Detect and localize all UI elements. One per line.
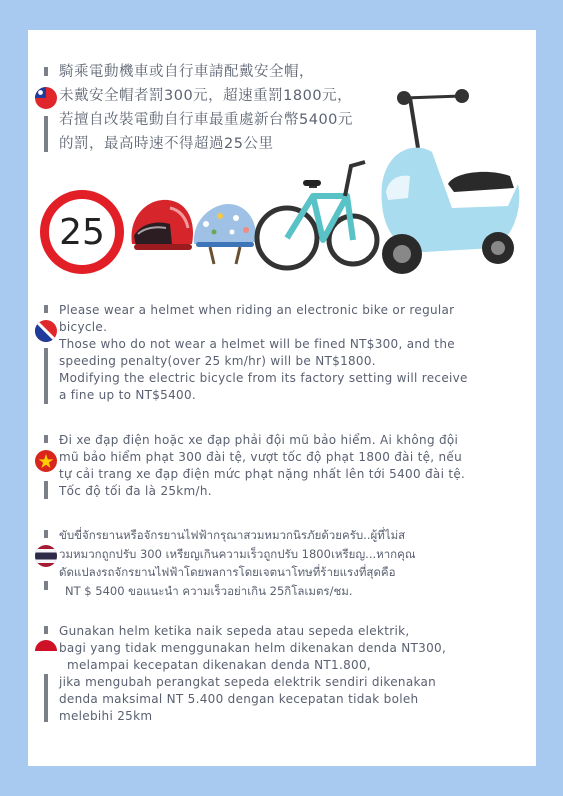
speed-limit-sign	[40, 190, 124, 274]
indonesia-flag-icon	[35, 640, 57, 662]
indonesian-notice	[59, 623, 446, 725]
notice-sheet	[28, 30, 536, 766]
thai-line: NT $ 5400 ขอแนะนำ ความเร็วอย่าเกิน 25กิโลเมตร/ชม.	[65, 583, 353, 598]
taiwan-flag-icon	[35, 87, 57, 109]
indonesian-line: melampai kecepatan dikenakan denda NT1.800,	[67, 658, 371, 672]
speed-limit-value: 25	[59, 211, 105, 253]
vietnamese-line: Đi xe đạp điện hoặc xe đạp phải đội mũ bảo hiểm. Ai không đội	[59, 433, 459, 447]
section-bar	[44, 348, 48, 404]
section-bar	[44, 674, 48, 722]
blue-helmet-icon	[190, 202, 260, 268]
vietnamese-line: mũ bảo hiểm phạt 300 đài tệ, vượt tốc độ phạt 1800 đài tệ, nếu	[59, 450, 462, 464]
chinese-notice	[59, 60, 353, 156]
english-line: Please wear a helmet when riding an electronic bike or regular	[59, 303, 455, 317]
indonesian-line: denda maksimal NT 5.400 dengan kecepatan tidak boleh	[59, 692, 419, 706]
electric-scooter-icon	[358, 88, 526, 278]
english-line: Modifying the electric bicycle from its factory setting will receive	[59, 371, 468, 385]
red-helmet-icon	[126, 196, 198, 266]
section-bar	[44, 116, 48, 152]
indonesian-line: melebihi 25km	[59, 709, 153, 723]
section-bar	[44, 305, 48, 313]
english-line: speeding penalty(over 25 km/hr) will be NT$1800.	[59, 354, 376, 368]
english-line: bicycle.	[59, 320, 108, 334]
indonesian-line: jika mengubah perangkat sepeda elektrik sendiri dikenakan	[59, 675, 437, 689]
chinese-line: 騎乘電動機車或自行車請配戴安全帽，	[59, 64, 314, 80]
vietnam-flag-icon	[35, 450, 57, 472]
section-bar	[44, 435, 48, 443]
english-line: a fine up to NT$5400.	[59, 388, 197, 402]
section-bar	[44, 481, 48, 499]
indonesian-line: bagi yang tidak menggunakan helm dikenakan denda NT300,	[59, 641, 447, 655]
section-bar	[44, 67, 48, 76]
thai-notice	[59, 526, 416, 600]
vietnamese-line: Tốc độ tối đa là 25km/h.	[59, 484, 212, 498]
section-bar	[44, 530, 48, 538]
section-bar	[44, 581, 48, 590]
english-notice	[59, 302, 468, 404]
thai-line: ขับขี่จักรยานหรือจักรยานไฟฟ้ากรุณาสวมหมวกนิรภัยด้วยครับ..ผู้ที่ไม่ส	[59, 528, 406, 542]
english-flag-icon	[35, 320, 57, 342]
english-line: Those who do not wear a helmet will be fined NT$300, and the	[59, 337, 455, 351]
thai-line: วมหมวกถูกปรับ 300 เหรียญเกินความเร็วถูกปรับ 1800เหรียญ...หากคุณ	[59, 546, 416, 561]
chinese-line: 未戴安全帽者罰300元，超速重罰1800元，	[59, 88, 353, 104]
vietnamese-notice	[59, 432, 465, 500]
thai-line: ดัดแปลงรถจักรยานไฟฟ้าโดยพลการโดยเจตนาโทษที่ร้ายแรงที่สุดคือ	[59, 565, 396, 579]
section-bar	[44, 626, 48, 634]
chinese-line: 若擅自改裝電動自行車最重處新台幣5400元	[59, 112, 353, 128]
indonesian-line: Gunakan helm ketika naik sepeda atau sepeda elektrik,	[59, 624, 410, 638]
chinese-line: 的罰，最高時速不得超過25公里	[59, 136, 274, 152]
thailand-flag-icon	[35, 545, 57, 567]
vietnamese-line: tự cải trang xe đạp điện mức phạt nặng nhất lên tới 5400 đài tệ.	[59, 467, 466, 481]
